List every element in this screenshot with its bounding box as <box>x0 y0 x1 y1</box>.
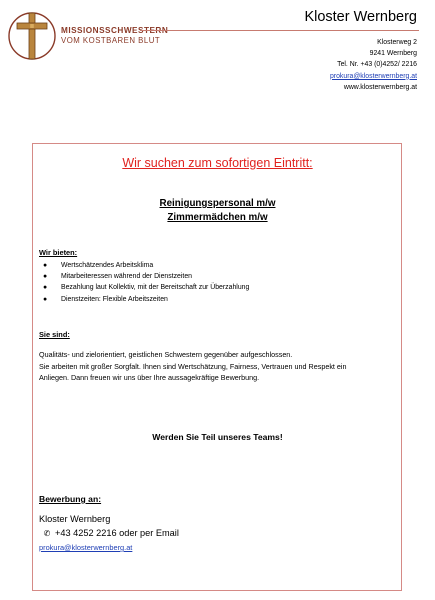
list-item <box>39 260 249 271</box>
header-title: Kloster Wernberg <box>304 9 417 25</box>
profile-title: Sie sind: <box>39 330 70 339</box>
address-street: Klosterweg 2 <box>377 39 417 46</box>
offer-list <box>39 260 249 305</box>
address-block <box>330 37 417 93</box>
org-name-line2: VOM KOSTBAREN BLUT <box>61 36 161 45</box>
position-housekeeping: Zimmermädchen m/w <box>167 212 268 223</box>
bullet-dot-icon: ● <box>43 262 48 269</box>
profile-line: Sie arbeiten mit großer Sorgfalt. Ihnen sind Wertschätzung, Fairness, Vertrauen und Respekt ein <box>39 361 347 371</box>
offer-title: Wir bieten: <box>39 248 78 257</box>
offer-item-text: Mitarbeiteressen während der Dienstzeiten <box>61 273 192 281</box>
application-name: Kloster Wernberg <box>39 514 111 524</box>
list-item <box>39 294 249 305</box>
bullet-dot-icon: ● <box>43 273 48 281</box>
header-website: www.klosterwernberg.at <box>343 83 417 91</box>
job-positions <box>0 197 435 225</box>
offer-item-text: Dienstzeiten: Flexible Arbeitszeiten <box>61 295 168 303</box>
application-title: Bewerbung an: <box>39 494 102 504</box>
phone-icon: ✆ <box>43 529 51 538</box>
offer-item-text: Bezahlung laut Kollektiv, mit der Bereitschaft zur Überzahlung <box>61 284 250 292</box>
application-email-link[interactable]: prokura@klosterwernberg.at <box>39 543 133 552</box>
convent-logo-icon <box>6 10 58 62</box>
header-email-link[interactable]: prokura@klosterwernberg.at <box>329 72 417 80</box>
list-item <box>39 271 249 282</box>
application-phone-line <box>39 528 179 538</box>
header-divider <box>140 30 419 31</box>
bullet-dot-icon: ● <box>43 284 48 292</box>
team-callout: Werden Sie Teil unseres Teams! <box>152 432 283 442</box>
profile-line: Anliegen. Dann freuen wir uns über Ihre aussagekräftige Bewerbung. <box>39 373 260 382</box>
application-phone: +43 4252 2216 oder per Email <box>55 528 179 538</box>
offer-item-text: Wertschätzendes Arbeitsklima <box>61 262 154 269</box>
address-city: 9241 Wernberg <box>369 50 417 58</box>
position-cleaning: Reinigungspersonal m/w <box>159 198 276 209</box>
profile-line: Qualitäts- und zielorientiert, geistlichen Schwestern gegenüber aufgeschlossen. <box>39 350 293 359</box>
bullet-dot-icon: ● <box>43 295 48 303</box>
profile-text <box>39 349 389 384</box>
org-name-line1: MISSIONSSCHWESTERN <box>61 26 169 35</box>
list-item <box>39 282 249 293</box>
address-phone: Tel. Nr. +43 (0)4252/ 2216 <box>337 61 417 69</box>
job-headline: Wir suchen zum sofortigen Eintritt: <box>122 156 313 170</box>
